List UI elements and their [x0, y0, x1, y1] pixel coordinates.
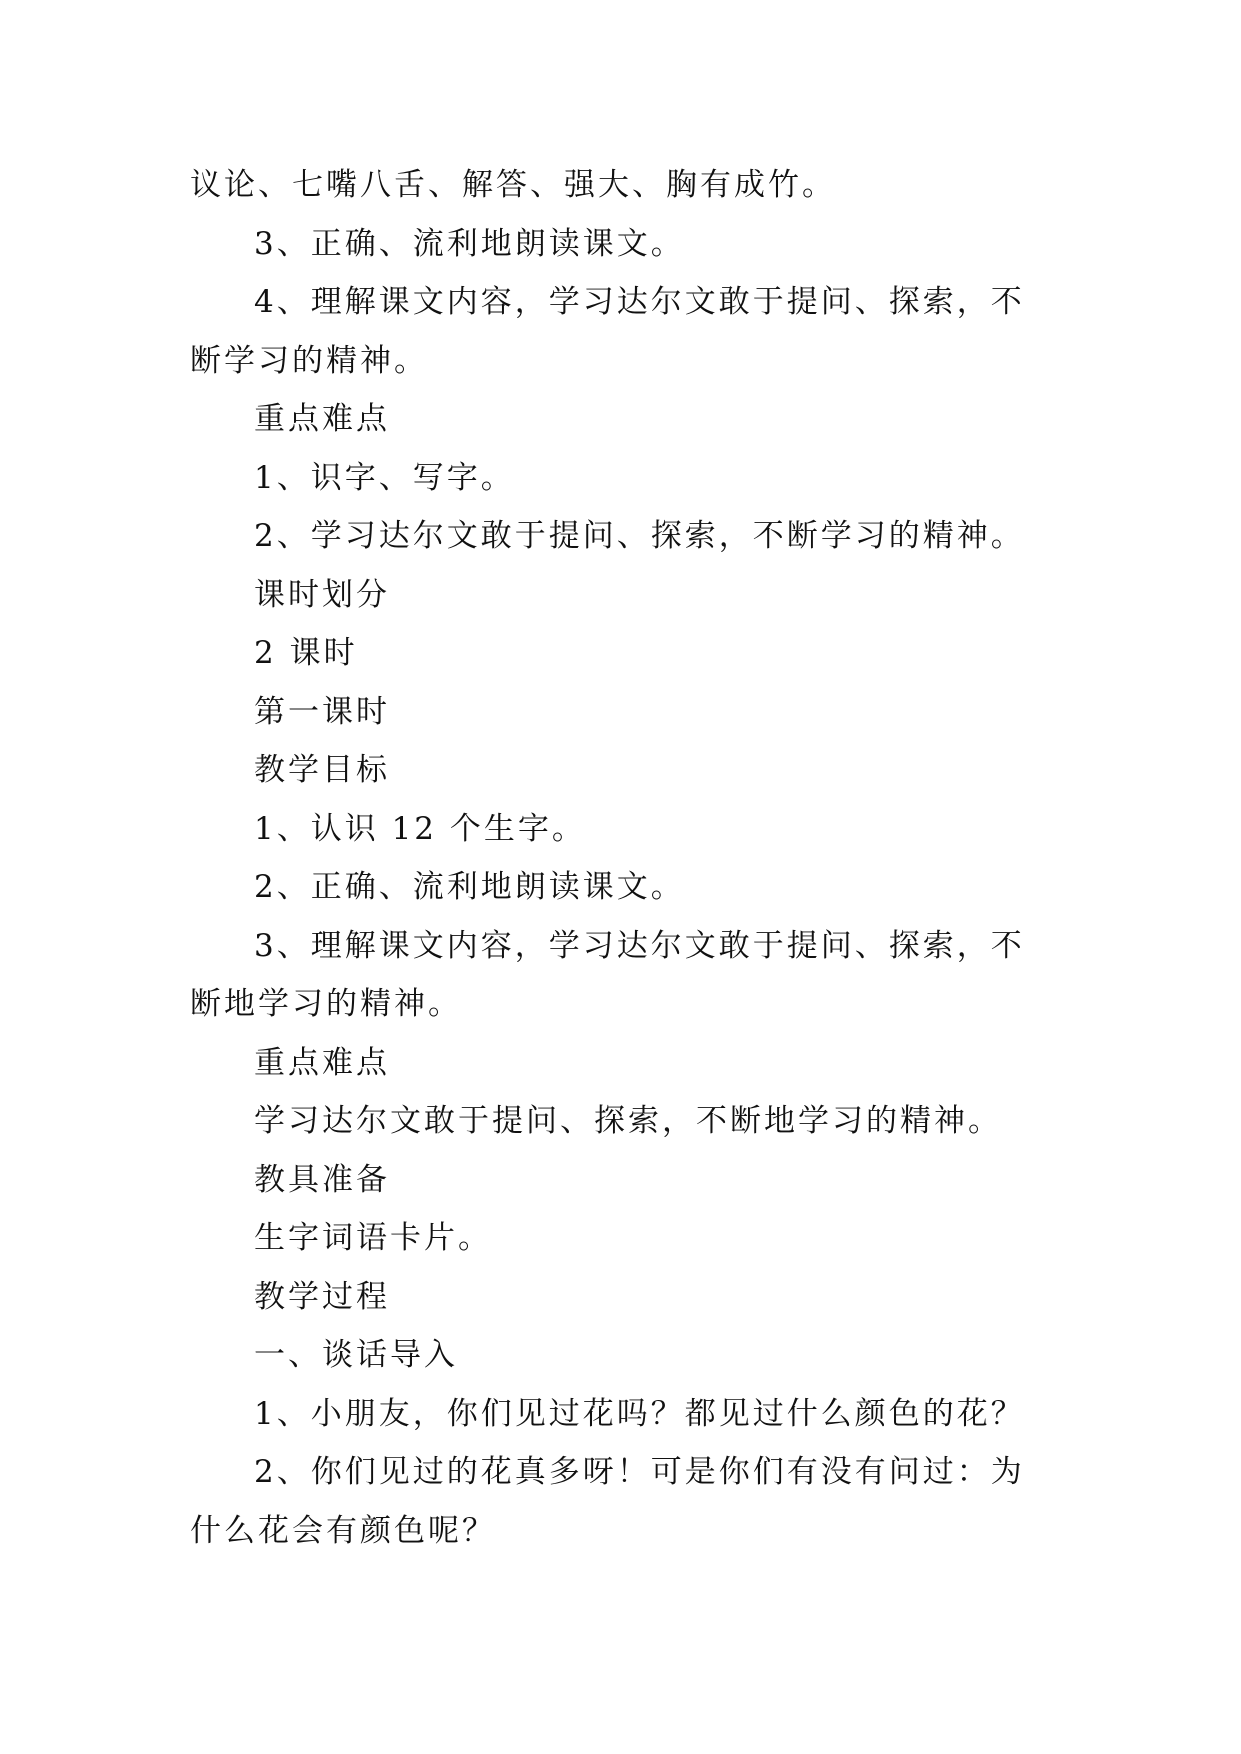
section-heading-key-points-2: 重点难点	[254, 1044, 390, 1081]
paragraph-8: 2 课时	[254, 635, 358, 671]
paragraph-17: 生字词语卡片。	[254, 1220, 492, 1256]
paragraph-15: 学习达尔文敢于提问、探索，不断地学习的精神。	[254, 1103, 1002, 1139]
paragraph-3: 4、理解课文内容，学习达尔文敢于提问、探索，不断学习的精神。	[190, 284, 1025, 379]
paragraph-21: 2、你们见过的花真多呀！可是你们有没有问过：为什么花会有颜色呢？	[190, 1454, 1025, 1549]
section-heading-key-points-1: 重点难点	[254, 401, 390, 437]
section-heading-teaching-process: 教学过程	[254, 1278, 390, 1315]
section-heading-lesson-division: 课时划分	[254, 576, 390, 613]
section-heading-first-lesson: 第一课时	[254, 693, 390, 730]
document-body	[190, 156, 1050, 1560]
paragraph-6: 2、学习达尔文敢于提问、探索，不断学习的精神。	[254, 518, 1025, 554]
paragraph-12: 2、正确、流利地朗读课文。	[254, 869, 685, 905]
paragraph-5: 1、识字、写字。	[254, 459, 515, 496]
paragraph-11: 1、认识 12 个生字。	[254, 810, 586, 847]
paragraph-1: 议论、七嘴八舌、解答、强大、胸有成竹。	[190, 167, 836, 203]
section-heading-teaching-aids: 教具准备	[254, 1161, 390, 1198]
section-heading-introduction: 一、谈话导入	[254, 1337, 458, 1373]
paragraph-2: 3、正确、流利地朗读课文。	[254, 225, 685, 262]
section-heading-teaching-goals: 教学目标	[254, 752, 390, 788]
paragraph-13: 3、理解课文内容，学习达尔文敢于提问、探索，不断地学习的精神。	[190, 927, 1025, 1022]
paragraph-20: 1、小朋友，你们见过花吗？都见过什么颜色的花？	[254, 1395, 1025, 1432]
